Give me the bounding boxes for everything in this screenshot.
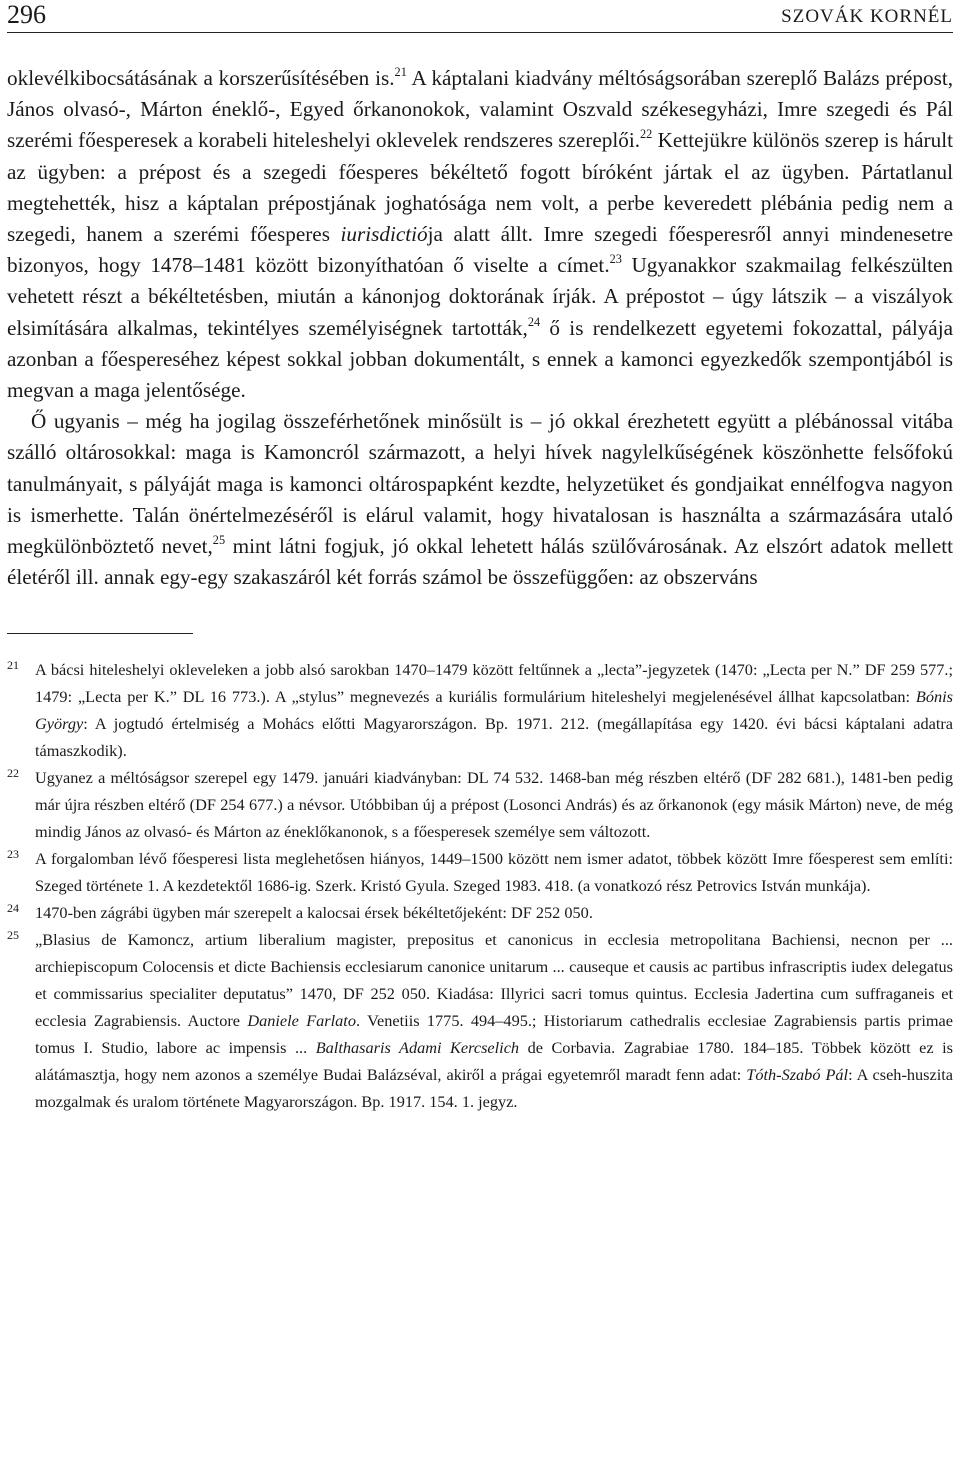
paragraph-2	[7, 406, 953, 593]
footnote-number: 21	[7, 658, 19, 673]
author-name: Tóth-Szabó Pál	[746, 1065, 849, 1085]
footnote-23	[7, 845, 953, 899]
footnote-24	[7, 899, 953, 926]
footnote-number: 22	[7, 766, 19, 781]
text-run: A káptalani kiadvány méltóságsorában szereplő Balázs prépost, János olvasó-, Márton éneklő-, Egyed őrkanonokok, valamint Oszvald székesegyházi, Imre szegedi és Pál szerémi főesperesek a korabeli hiteleshelyi oklevelek rendszeres szereplői.	[7, 66, 953, 153]
footnote-number: 24	[7, 901, 19, 916]
footnote-22	[7, 764, 953, 845]
footnote-text: : A jogtudó értelmiség a Mohács előtti Magyarországon. Bp. 1971. 212. (megállapítása egy 1420. évi bácsi káptalani adatra támaszkodik).	[35, 714, 953, 761]
text-run: ő is rendelkezett egyetemi fokozattal, pályája azonban a főespereséhez képest sokkal jobban dokumentált, s ennek a kamonci egyezkedők szempontjából is megvan a maga jelentősége.	[7, 315, 954, 403]
footnote-text: de Corbavia. Zagrabiae 1780. 184–185. Többek között ez is alátámasztja, hogy nem azonos a személye Budai Balázséval, akiről a prágai egyetemről maradt fenn adat:	[35, 1038, 953, 1085]
footnote-ref-22[interactable]: 22	[640, 127, 653, 142]
footnote-ref-23[interactable]: 23	[609, 252, 622, 266]
footnote-ref-21[interactable]: 21	[394, 64, 407, 79]
italic-term: iurisdictió	[340, 222, 428, 247]
footnote-25	[7, 926, 953, 1115]
book-page	[7, 0, 953, 1115]
footnote-text: Ugyanez a méltóságsor szerepel egy 1479. januári kiadványban: DL 74 532. 1468-ban még részben eltérő (DF 282 681.), 1481-ben pedig már újra részben eltérő (DF 254 677.) a névsor. Utóbbiban új a prépost (Losonci András) és az őrkanonok (egy másik Márton) neve, de még mindig János az olvasó- és Márton az éneklőkanonok, s a főesperesek személye sem változott.	[35, 768, 953, 842]
paragraph-1	[7, 63, 953, 406]
footnote-21	[7, 656, 953, 764]
text-run: Ő ugyanis – még ha jogilag összeférhetőnek minősült is – jó okkal érezhetett együtt a plébánossal vitába szálló oltárosokkal: maga is Kamoncról származott, a helyi hívek nagylelkűségének köszönhette felsőfokú tanulmányait, s pályáját maga is kamonci oltárospapként kezdte, helyzetüket és gondjaikat ennélfogva nagyon is ismerhette. Talán önértelmezéséről is elárul valamit, hogy hivatalosan is használta a származására utaló megkülönböztető nevet,	[7, 409, 953, 559]
footnote-text: 1470-ben zágrábi ügyben már szerepelt a kalocsai érsek békéltetőjeként: DF 252 050.	[35, 903, 593, 923]
footnote-text: : A cseh-huszita mozgalmak és uralom története Magyarországon. Bp. 1917. 154. 1. jegyz.	[35, 1065, 953, 1112]
author-name: Bónis György	[35, 687, 953, 734]
footnote-ref-25[interactable]: 25	[212, 532, 226, 547]
text-run: ja alatt állt. Imre szegedi főesperesről annyi mindenesetre bizonyos, hogy 1478–1481 között bizonyíthatóan ő viselte a címet.	[7, 222, 953, 278]
text-run: Kettejükre különös szerep is hárult az ügyben: a prépost és a szegedi főesperes békéltető fogott bíróként jártak el az ügyben. Pártatlanul megtehették, hisz a káptalan prépostjának joghatósága nem volt, a perbe keveredett plébánia pedig nem a szegedi, hanem a szerémi főesperes	[7, 128, 953, 247]
footnote-text: A forgalomban lévő főesperesi lista meglehetősen hiányos, 1449–1500 között nem ismer adatot, többek között Imre főesperest sem említi: Szeged története 1. A kezdetektől 1686-ig. Szerk. Kristó Gyula. Szeged 1983. 418. (a vonatkozó rész Petrovics István munkája).	[35, 849, 953, 896]
footnote-number: 23	[7, 847, 19, 862]
footnote-separator	[7, 633, 193, 634]
footnote-text: . Venetiis 1775. 494–495.; Historiarum cathedralis ecclesiae Zagrabiensis partis primae tomus I. Studio, labore ac impensis ...	[35, 1011, 953, 1058]
main-text	[7, 63, 953, 593]
footnote-text: A bácsi hiteleshelyi okleveleken a jobb alsó sarokban 1470–1479 között feltűnnek a „lecta”-jegyzetek (1470: „Lecta per N.” DF 259 577.; 1479: „Lecta per K.” DL 16 773.). A „stylus” megnevezés a kuriális formulárium hiteleshelyi megjelenésével állhat kapcsolatban:	[35, 660, 953, 707]
footnotes	[7, 656, 953, 1115]
page-number: 296	[7, 0, 46, 29]
text-run: Ugyanakkor szakmailag felkészülten vehetett részt a békéltetésben, miután a kánonjog doktorának írják. A prépostot – úgy látszik – a viszályok elsimítására alkalmas, tekintélyes személyiségnek tartották,	[7, 253, 954, 340]
footnote-text: „Blasius de Kamoncz, artium liberalium magister, prepositus et canonicus in ecclesia metropolitana Bachiensi, necnon per ... archiepiscopum Colocensis et dicte Bachiensis ecclesiarum canonice unitarum ... causeque et causis ac partibus infrascriptis iudex delegatus et commissarius specialiter deputatus” 1470, DF 252 050. Kiadása: Illyrici sacri tomus quintus. Ecclesia Jadertina cum suffraganeis et ecclesia Zagrabiensis. Auctore	[35, 930, 953, 1031]
text-run: oklevélkibocsátásának a korszerűsítésében is.	[7, 66, 395, 90]
footnote-number: 25	[7, 928, 19, 943]
running-head	[7, 0, 953, 33]
text-run: mint látni fogjuk, jó okkal lehetett hálás szülővárosának. Az elszórt adatok mellett életéről ill. annak egy-egy szakaszáról két forrás számol be összefüggően: az obszerváns	[7, 534, 953, 590]
running-head-author: SZOVÁK KORNÉL	[781, 6, 953, 27]
author-name: Balthasaris Adami Kercselich	[315, 1038, 520, 1058]
author-name: Daniele Farlato	[247, 1011, 356, 1031]
footnote-ref-24[interactable]: 24	[527, 314, 541, 329]
